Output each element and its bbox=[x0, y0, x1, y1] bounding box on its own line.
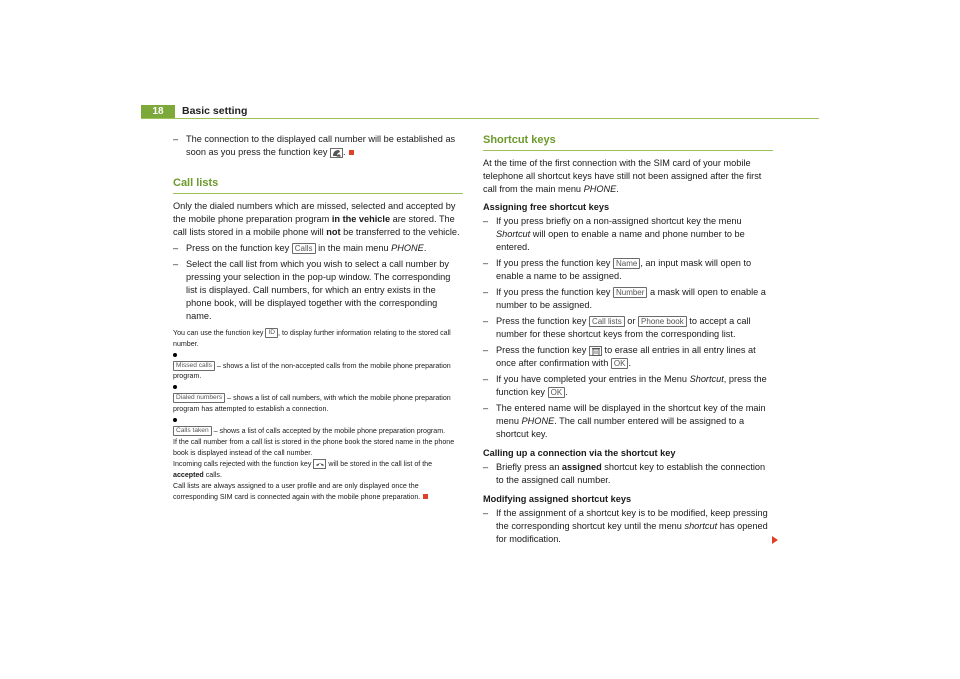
select-list-bullet: – Select the call list from which you wish to select a call number by pressing your selection in the pop-up window. The corresponding list is displayed. Call numbers, for which an entry exists in the phone book, will be displayed together with the corresponding name. bbox=[173, 258, 463, 323]
assign-step: – Press the function key to erase all entries in all entry lines at once after confirmation with OK . bbox=[483, 344, 773, 370]
calls-bullet: – Press on the function key Calls in the main menu PHONE. bbox=[173, 242, 463, 255]
list-item: Calls taken – shows a list of calls accepted by the mobile phone preparation program. bbox=[173, 415, 463, 436]
call-lists-notes bbox=[173, 328, 463, 502]
dialed-numbers-key: Dialed numbers bbox=[173, 393, 225, 403]
call-lists-paragraph: Only the dialed numbers which are missed, selected and accepted by the mobile phone preparation program in the vehicle are stored. The call lists stored in a mobile phone will not be transferred to the vehicle. bbox=[173, 201, 460, 237]
page-number: 18 bbox=[141, 105, 175, 118]
assign-step: – The entered name will be displayed in the shortcut key of the main menu PHONE. The call number entered will be assigned to a shortcut key. bbox=[483, 402, 773, 441]
note-rejected: Incoming calls rejected with the function key will be stored in the call list of the accepted calls. bbox=[173, 460, 433, 479]
hang-up-icon bbox=[313, 459, 326, 469]
section-title: Basic setting bbox=[182, 105, 248, 117]
list-item: Missed calls – shows a list of the non-accepted calls from the mobile phone preparation program. bbox=[173, 350, 463, 382]
call-lists-key: Call lists bbox=[589, 316, 625, 327]
assign-step: – If you have completed your entries in the Menu Shortcut, press the function key OK . bbox=[483, 373, 773, 399]
ok-key: OK bbox=[548, 387, 566, 398]
modify-step: – If the assignment of a shortcut key is to be modified, keep pressing the corresponding shortcut key until the menu shortcut has opened for modification. bbox=[483, 507, 773, 546]
shortcut-keys-heading: Shortcut keys bbox=[483, 133, 773, 151]
name-key: Name bbox=[613, 258, 640, 269]
assign-step: – If you press the function key Number a mask will open to enable a number to be assigned. bbox=[483, 286, 773, 312]
list-item: Dialed numbers – shows a list of call numbers, with which the mobile phone preparation program has attempted to establish a connection. bbox=[173, 383, 463, 415]
right-column bbox=[483, 133, 773, 549]
call-up-heading: Calling up a connection via the shortcut key bbox=[483, 448, 676, 458]
header-rule bbox=[141, 118, 819, 119]
number-key: Number bbox=[613, 287, 647, 298]
ok-key: OK bbox=[611, 358, 629, 369]
shortcut-intro: At the time of the first connection with the SIM card of your mobile telephone all shortcut keys have still not been assigned after the first call from the main menu PHONE. bbox=[483, 158, 762, 194]
missed-calls-key: Missed calls bbox=[173, 361, 215, 371]
handset-call-icon bbox=[330, 148, 343, 158]
call-lists-heading: Call lists bbox=[173, 176, 463, 194]
note-id-key: You can use the function key ID , to display further information relating to the stored call number. bbox=[173, 329, 451, 348]
assign-step: – If you press briefly on a non-assigned shortcut key the menu Shortcut will open to enable a name and phone number to be entered. bbox=[483, 215, 773, 254]
phone-book-key: Phone book bbox=[638, 316, 687, 327]
left-column bbox=[173, 133, 463, 503]
end-mark bbox=[349, 150, 354, 155]
assign-step: – If you press the function key Name , an input mask will open to enable a name to be assigned. bbox=[483, 257, 773, 283]
modify-heading: Modifying assigned shortcut keys bbox=[483, 494, 632, 504]
calls-taken-key: Calls taken bbox=[173, 426, 212, 436]
end-mark bbox=[423, 494, 428, 499]
intro-bullet: – The connection to the displayed call number will be established as soon as you press the function key . bbox=[173, 133, 463, 159]
note-phonebook: If the call number from a call list is stored in the phone book the stored name in the phone book is displayed instead of the call number. bbox=[173, 438, 455, 457]
note-profile: Call lists are always assigned to a user profile and are only displayed once the corresponding SIM card is connected again with the mobile phone preparation. bbox=[173, 481, 463, 502]
id-key: ID bbox=[265, 328, 278, 338]
trash-icon bbox=[589, 346, 602, 356]
calls-key: Calls bbox=[292, 243, 316, 254]
next-page-arrow-icon bbox=[772, 536, 778, 544]
call-up-step: – Briefly press an assigned shortcut key to establish the connection to the assigned call number. bbox=[483, 461, 773, 487]
assign-step: – Press the function key Call lists or Phone book to accept a call number for these shortcut keys from the corresponding list. bbox=[483, 315, 773, 341]
assign-heading: Assigning free shortcut keys bbox=[483, 202, 610, 212]
